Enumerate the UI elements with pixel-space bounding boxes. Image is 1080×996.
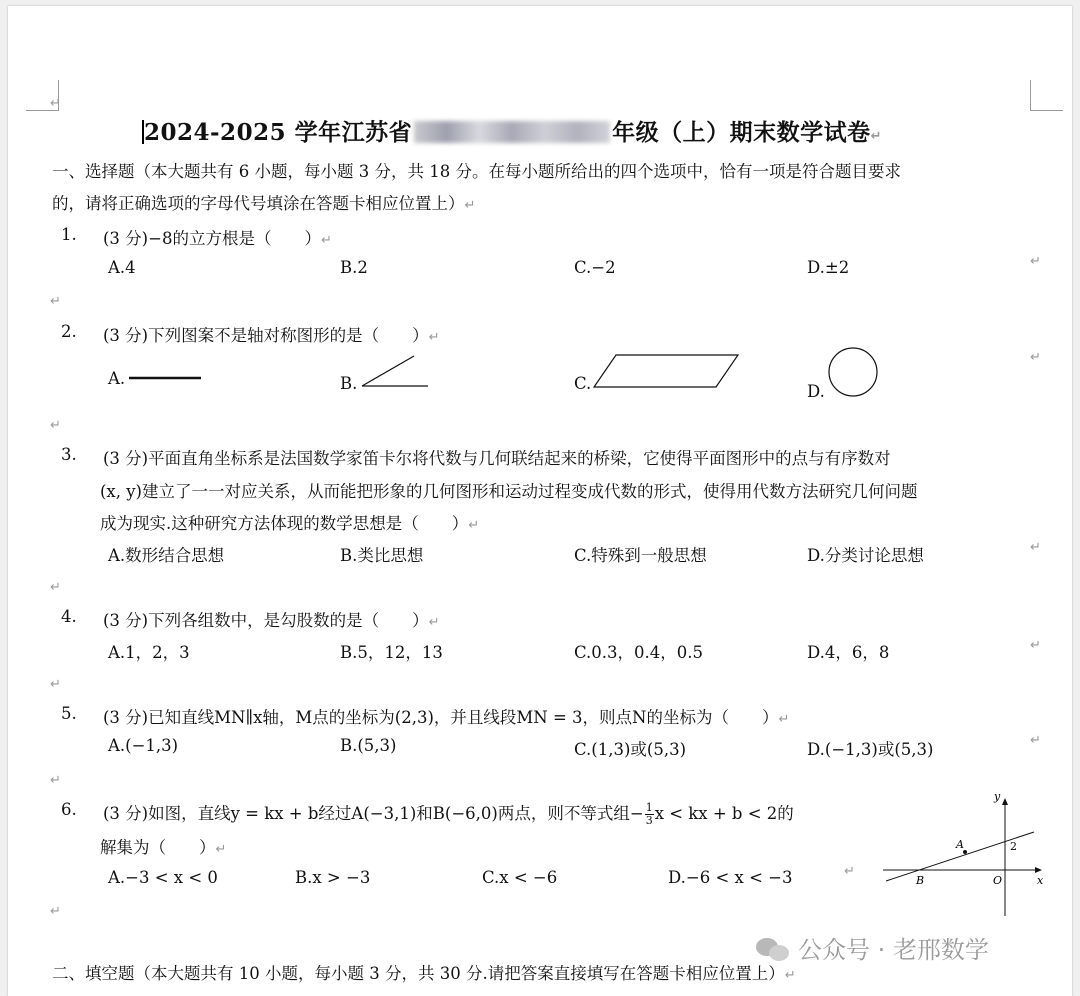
title-part-2: 年级（上）期末数学试卷 bbox=[612, 119, 871, 146]
q4-option-a[interactable]: A.1，2，3 bbox=[108, 643, 190, 662]
section1-heading-line2: 的，请将正确选项的字母代号填涂在答题卡相应位置上）↵ bbox=[52, 194, 476, 213]
q6-option-c[interactable]: C.x < −6 bbox=[482, 868, 558, 887]
q5-option-a[interactable]: A.(−1,3) bbox=[108, 736, 179, 755]
angle-figure-ray-1 bbox=[362, 356, 414, 386]
q2-option-b[interactable]: B. bbox=[340, 374, 358, 393]
q1-option-a[interactable]: A.4 bbox=[108, 258, 136, 277]
q6-stem: (3 分)如图，直线y = kx + b经过A(−3,1)和B(−6,0)两点，则不等式组− $\frac{1}{3}x$ < kx + b < 2的 bbox=[103, 801, 794, 827]
paragraph-mark: ↵ bbox=[50, 96, 61, 111]
q5-option-d[interactable]: D.(−1,3)或(5,3) bbox=[807, 740, 934, 759]
fraction-one-third: $\frac{1}{3}$ bbox=[645, 801, 653, 827]
q6-stem-line2: 解集为（ ）↵ bbox=[100, 838, 227, 857]
section2-heading: 二、填空题（本大题共有 10 小题，每小题 3 分，共 30 分.请把答案直接填写在答题卡相应位置上）↵ bbox=[52, 964, 796, 983]
paragraph-mark: ↵ bbox=[50, 773, 61, 788]
q2-option-a[interactable]: A. bbox=[108, 369, 126, 388]
q1-number: 1. bbox=[61, 225, 77, 244]
q1-stem: (3 分)−8的立方根是（ ）↵ bbox=[103, 229, 332, 248]
q4-stem: (3 分)下列各组数中，是勾股数的是（ ）↵ bbox=[103, 611, 440, 630]
document-page bbox=[8, 6, 1072, 996]
paragraph-mark: ↵ bbox=[1030, 350, 1041, 365]
wechat-watermark: 公众号 · 老邢数学 bbox=[756, 930, 989, 965]
title-part-1: 2024-2025 学年江苏省 bbox=[144, 119, 413, 146]
q3-number: 3. bbox=[61, 445, 77, 464]
q5-number: 5. bbox=[61, 704, 77, 723]
q5-option-c[interactable]: C.(1,3)或(5,3) bbox=[574, 740, 687, 759]
q4-option-c[interactable]: C.0.3，0.4，0.5 bbox=[574, 643, 704, 662]
paragraph-mark: ↵ bbox=[50, 418, 61, 433]
paragraph-mark: ↵ bbox=[1030, 733, 1041, 748]
q6-option-d[interactable]: D.−6 < x < −3 bbox=[668, 868, 793, 887]
q1-option-d[interactable]: D.±2 bbox=[807, 258, 850, 277]
x-label: x bbox=[1037, 874, 1044, 887]
document-title[interactable]: 2024-2025 学年江苏省 年级（上）期末数学试卷↵ bbox=[144, 119, 882, 146]
q2-figures bbox=[8, 6, 1072, 426]
q4-option-b[interactable]: B.5，12，13 bbox=[340, 643, 443, 662]
q1-option-b[interactable]: B.2 bbox=[340, 258, 368, 277]
q6-coordinate-figure bbox=[878, 788, 1048, 918]
q3-option-a[interactable]: A.数形结合思想 bbox=[108, 546, 225, 565]
q2-number: 2. bbox=[61, 322, 77, 341]
q5-stem: (3 分)已知直线MN∥x轴，M点的坐标为(2,3)，并且线段MN = 3，则点N的坐标为（ ）↵ bbox=[103, 708, 790, 727]
a-label: A bbox=[956, 838, 964, 851]
q3-option-b[interactable]: B.类比思想 bbox=[340, 546, 424, 565]
q1-option-c[interactable]: C.−2 bbox=[574, 258, 616, 277]
q3-stem-line3: 成为现实.这种研究方法体现的数学思想是（ ）↵ bbox=[100, 514, 480, 533]
q2-option-d[interactable]: D. bbox=[807, 382, 825, 401]
q5-option-b[interactable]: B.(5,3) bbox=[340, 736, 397, 755]
q2-option-c[interactable]: C. bbox=[574, 374, 592, 393]
q2-stem: (3 分)下列图案不是轴对称图形的是（ ）↵ bbox=[103, 326, 440, 345]
q4-option-d[interactable]: D.4，6，8 bbox=[807, 643, 890, 662]
q6-option-a[interactable]: A.−3 < x < 0 bbox=[108, 868, 218, 887]
paragraph-mark: ↵ bbox=[50, 677, 61, 692]
q3-stem-line1: (3 分)平面直角坐标系是法国数学家笛卡尔将代数与几何联结起来的桥梁，它使得平面图形中的点与有序数对 bbox=[103, 449, 891, 468]
circle-figure bbox=[829, 348, 877, 396]
q6-option-b[interactable]: B.x > −3 bbox=[295, 868, 371, 887]
paragraph-mark: ↵ bbox=[50, 294, 61, 309]
y-label: y bbox=[994, 790, 1001, 803]
q3-option-d[interactable]: D.分类讨论思想 bbox=[807, 546, 924, 565]
q3-stem-line2: (x, y)建立了一一对应关系，从而能把形象的几何图形和运动过程变成代数的形式，使得用代数方法研究几何问题 bbox=[100, 482, 918, 501]
paragraph-mark: ↵ bbox=[1030, 254, 1041, 269]
section1-heading-line1: 一、选择题（本大题共有 6 小题，每小题 3 分，共 18 分。在每小题所给出的四个选项中，恰有一项是符合题目要求 bbox=[52, 162, 901, 181]
paragraph-mark: ↵ bbox=[1030, 638, 1041, 653]
b-label: B bbox=[916, 874, 925, 887]
paragraph-mark: ↵ bbox=[50, 904, 61, 919]
paragraph-mark: ↵ bbox=[844, 864, 855, 879]
q3-option-c[interactable]: C.特殊到一般思想 bbox=[574, 546, 707, 565]
q4-number: 4. bbox=[61, 607, 77, 626]
parallelogram-figure bbox=[594, 355, 738, 387]
origin-label: O bbox=[993, 874, 1003, 887]
paragraph-mark: ↵ bbox=[1030, 540, 1041, 555]
paragraph-mark: ↵ bbox=[50, 580, 61, 595]
two-label: 2 bbox=[1010, 840, 1017, 853]
q6-number: 6. bbox=[61, 800, 77, 819]
